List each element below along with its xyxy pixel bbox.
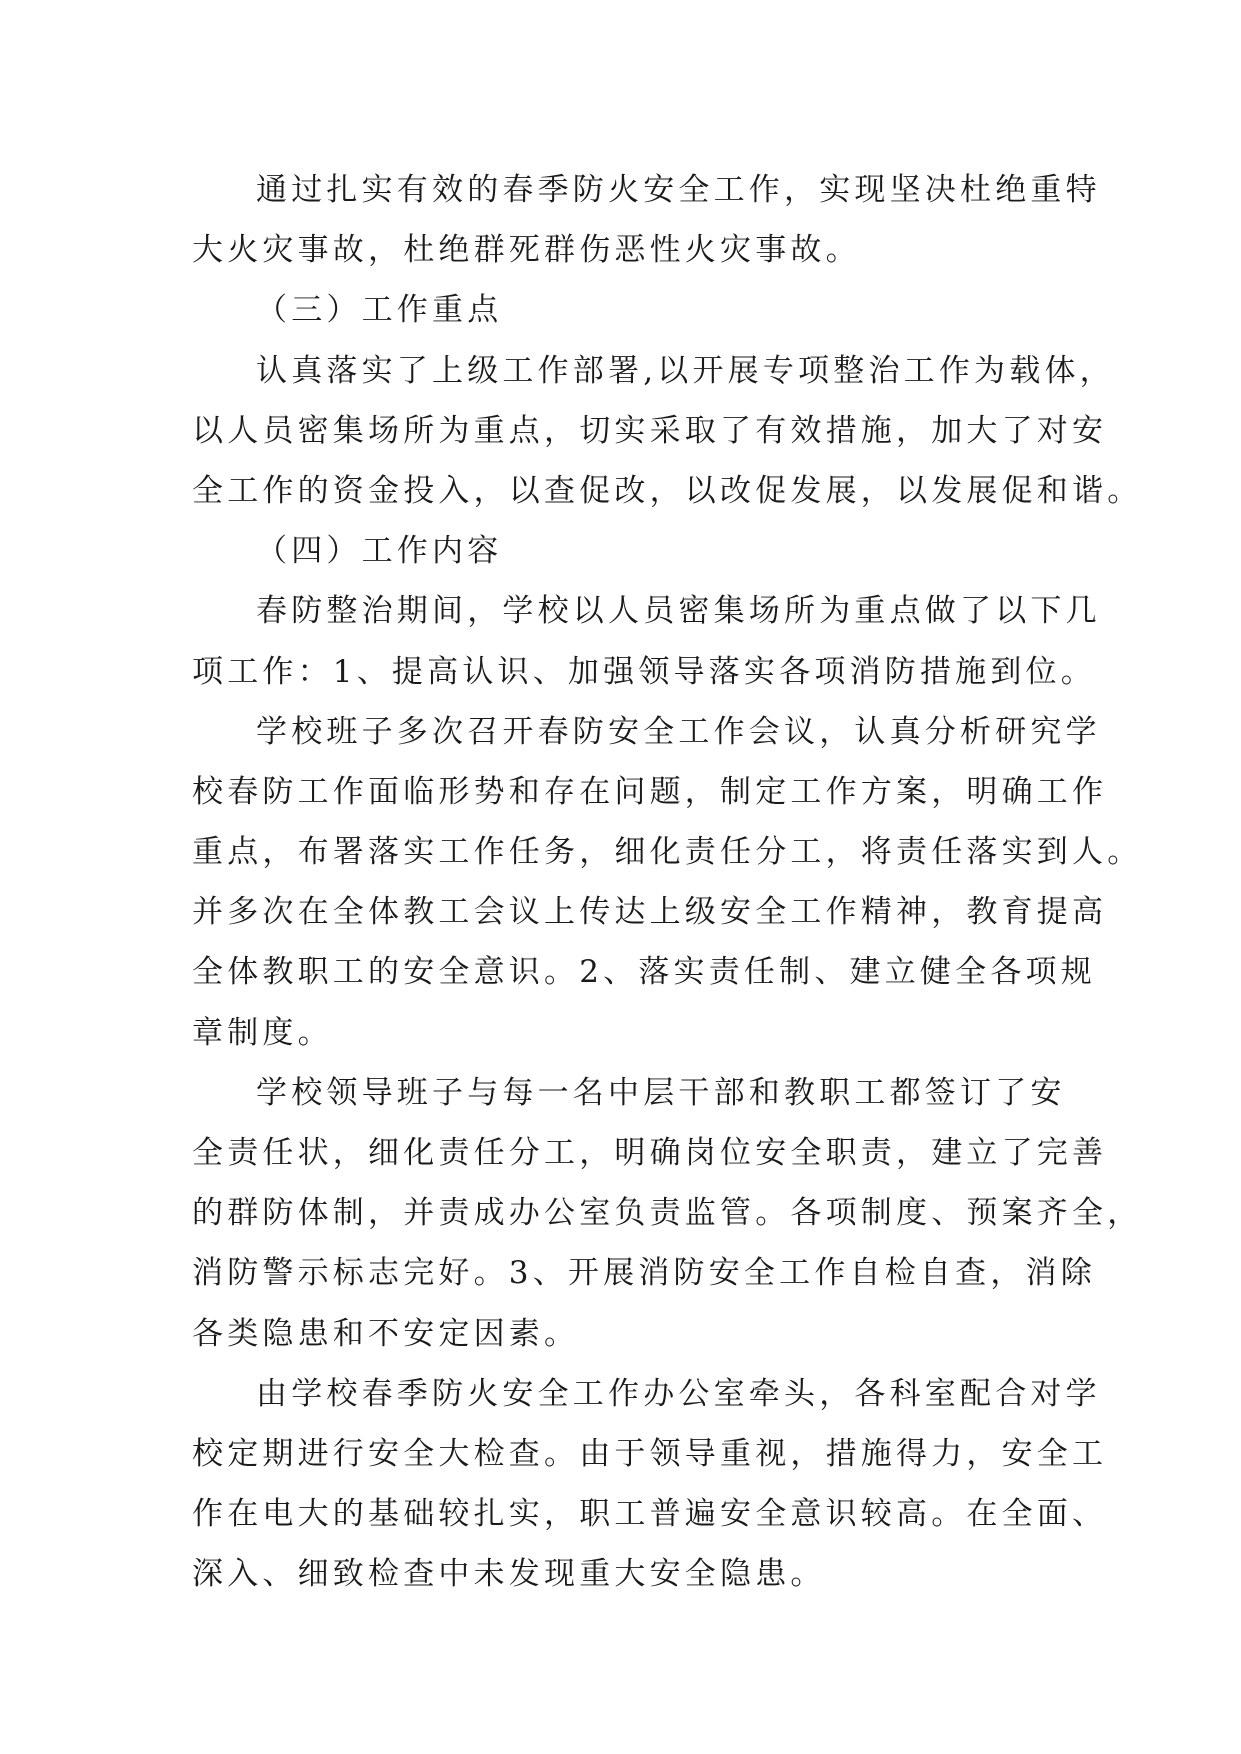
text-line: 校春防工作面临形势和存在问题，制定工作方案，明确工作 bbox=[192, 773, 1108, 810]
text-line: 的群防体制，并责成办公室负责监管。各项制度、预案齐全， bbox=[192, 1195, 1143, 1232]
text-line: 章制度。 bbox=[192, 1014, 333, 1051]
text-line: 作在电大的基础较扎实，职工普遍安全意识较高。在全面、 bbox=[192, 1496, 1108, 1533]
text-line: 认真落实了上级工作部署,以开展专项整治工作为载体， bbox=[256, 352, 1115, 389]
section-heading: （三）工作重点 bbox=[256, 292, 503, 329]
text-line: 消防警示标志完好。3、开展消防安全工作自检自查，消除 bbox=[192, 1255, 1096, 1292]
section-heading: （四）工作内容 bbox=[256, 533, 503, 570]
text-line: 全工作的资金投入，以查促改，以改促发展，以发展促和谐。 bbox=[192, 472, 1143, 509]
text-line: 通过扎实有效的春季防火安全工作，实现坚决杜绝重特 bbox=[256, 172, 1101, 208]
text-line: 校定期进行安全大检查。由于领导重视，措施得力，安全工 bbox=[192, 1435, 1108, 1472]
text-line: 大火灾事故，杜绝群死群伤恶性火灾事故。 bbox=[192, 232, 861, 269]
text-line: 由学校春季防火安全工作办公室牵头，各科室配合对学 bbox=[256, 1375, 1101, 1412]
text-line: 项工作：1、提高认识、加强领导落实各项消防措施到位。 bbox=[192, 653, 1096, 690]
text-line: 以人员密集场所为重点，切实采取了有效措施，加大了对安 bbox=[192, 412, 1108, 449]
text-line: 各类隐患和不安定因素。 bbox=[192, 1315, 580, 1352]
text-line: 学校领导班子与每一名中层干部和教职工都签订了安 bbox=[256, 1074, 1066, 1111]
text-line: 全责任状，细化责任分工，明确岗位安全职责，建立了完善 bbox=[192, 1135, 1108, 1171]
document-body bbox=[192, 160, 1143, 1605]
text-line: 全体教职工的安全意识。2、落实责任制、建立健全各项规 bbox=[192, 954, 1096, 991]
text-line: 春防整治期间，学校以人员密集场所为重点做了以下几 bbox=[256, 593, 1101, 630]
text-line: 深入、细致检查中未发现重大安全隐患。 bbox=[192, 1556, 826, 1593]
text-line: 学校班子多次召开春防安全工作会议，认真分析研究学 bbox=[256, 713, 1101, 750]
text-line: 并多次在全体教工会议上传达上级安全工作精神，教育提高 bbox=[192, 894, 1108, 931]
text-line: 重点，布署落实工作任务，细化责任分工，将责任落实到人。 bbox=[192, 834, 1143, 871]
